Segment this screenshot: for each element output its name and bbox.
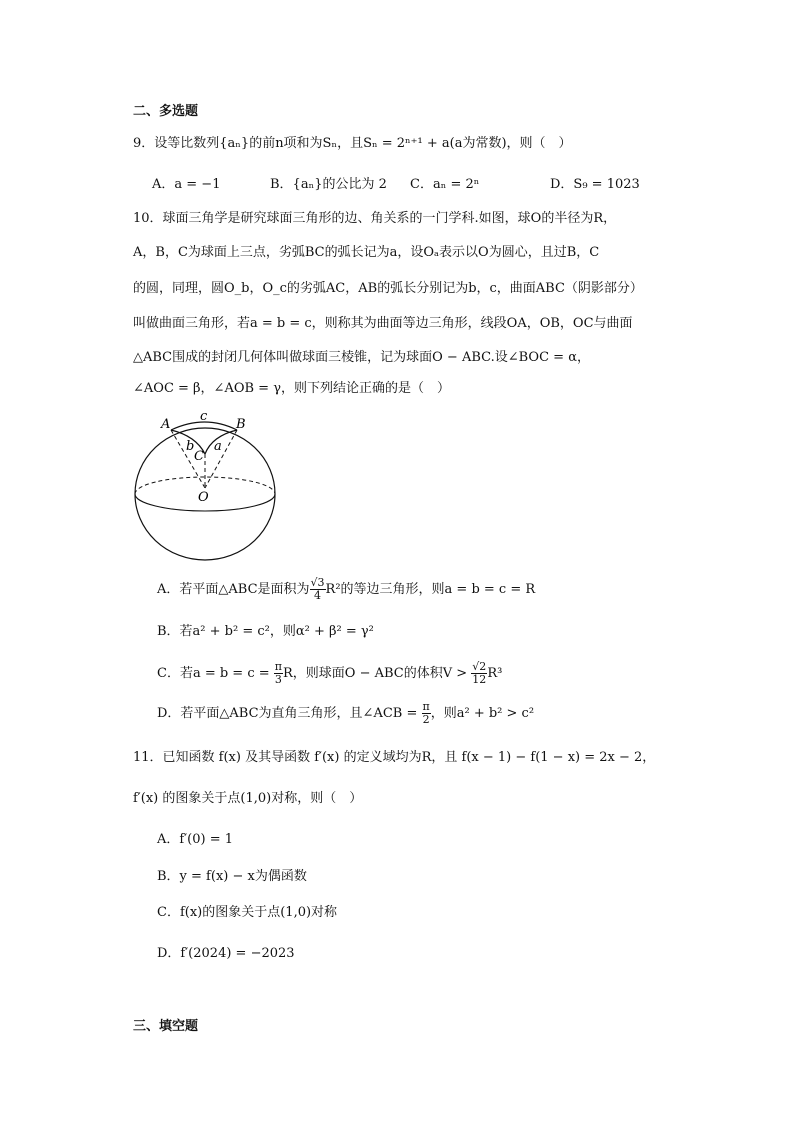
label-B: B: [236, 417, 246, 432]
q10-line-5: △ABC围成的封闭几何体叫做球面三棱锥，记为球面O − ABC.设∠BOC = α，: [133, 350, 590, 365]
q9-option-b: B．{aₙ}的公比为 2: [270, 177, 387, 192]
label-c: c: [200, 409, 208, 424]
q10-line-6: ∠AOC = β，∠AOB = γ，则下列结论正确的是（ ）: [133, 381, 450, 396]
q10-line-2: A，B，C为球面上三点，劣弧BC的弧长记为a，设Oₐ表示以O为圆心，且过B，C: [133, 245, 600, 260]
q10-line-3: 的圆，同理，圆O_b，O_c的劣弧AC，AB的弧长分别记为b，c，曲面ABC（阴影部分）: [133, 281, 643, 296]
q11-option-c: C．f(x)的图象关于点(1,0)对称: [157, 905, 338, 920]
q10-option-b: B．若a² + b² = c²，则α² + β² = γ²: [157, 624, 374, 639]
section-title-multiple-choice: 二、多选题: [133, 104, 199, 119]
q10-line-4: 叫做曲面三角形，若a = b = c，则称其为曲面等边三角形，线段OA，OB，OC与曲面: [133, 316, 633, 331]
q9-option-a: A．a = −1: [152, 177, 221, 192]
label-b: b: [186, 439, 195, 454]
q10-option-c: C．若a = b = c = $\frac{\pi}{3}$ R，则球面O − ABC的体积V > $\frac{√2}{12}$ R³: [157, 660, 503, 686]
q9-option-d: D．S₉ = 1023: [550, 177, 640, 192]
label-a: a: [214, 439, 222, 454]
fraction-sqrt3-over-4: $\frac{√3}{4}$: [310, 576, 325, 602]
fraction-pi-over-3: $\frac{\pi}{3}$: [274, 660, 283, 686]
q10-option-d: D．若平面△ABC为直角三角形，且∠ACB = $\frac{\pi}{2}$ ，则a² + b² > c²: [157, 700, 535, 726]
label-A: A: [161, 417, 171, 432]
q9-stem: 9．设等比数列{aₙ}的前n项和为Sₙ，且Sₙ = 2ⁿ⁺¹ + a(a为常数)，则（ ）: [133, 136, 572, 151]
fraction-pi-over-2: $\frac{\pi}{2}$: [422, 700, 430, 726]
fraction-sqrt2-over-12: $\frac{√2}{12}$: [472, 660, 487, 686]
q11-line-2: f′(x) 的图象关于点(1,0)对称，则（ ）: [133, 791, 363, 806]
label-C: C: [194, 449, 204, 464]
q11-option-d: D．f′(2024) = −2023: [157, 946, 295, 961]
q11-option-a: A．f′(0) = 1: [157, 832, 233, 847]
section-title-fill-in: 三、填空题: [133, 1019, 199, 1034]
q10-line-1: 10．球面三角学是研究球面三角形的边、角关系的一门学科.如图，球O的半径为R，: [133, 211, 617, 226]
q11-line-1: 11．已知函数 f(x) 及其导函数 f′(x) 的定义域均为R，且 f(x − 1) − f(1 − x) = 2x − 2，: [133, 750, 656, 765]
q10-option-a: A．若平面△ABC是面积为 $\frac{√3}{4}$ R²的等边三角形，则a = b = c = R: [157, 576, 536, 602]
sphere-figure: [128, 408, 288, 563]
q11-option-b: B．y = f(x) − x为偶函数: [157, 869, 307, 884]
label-O: O: [198, 490, 209, 505]
q9-option-c: C．aₙ = 2ⁿ: [410, 177, 480, 192]
